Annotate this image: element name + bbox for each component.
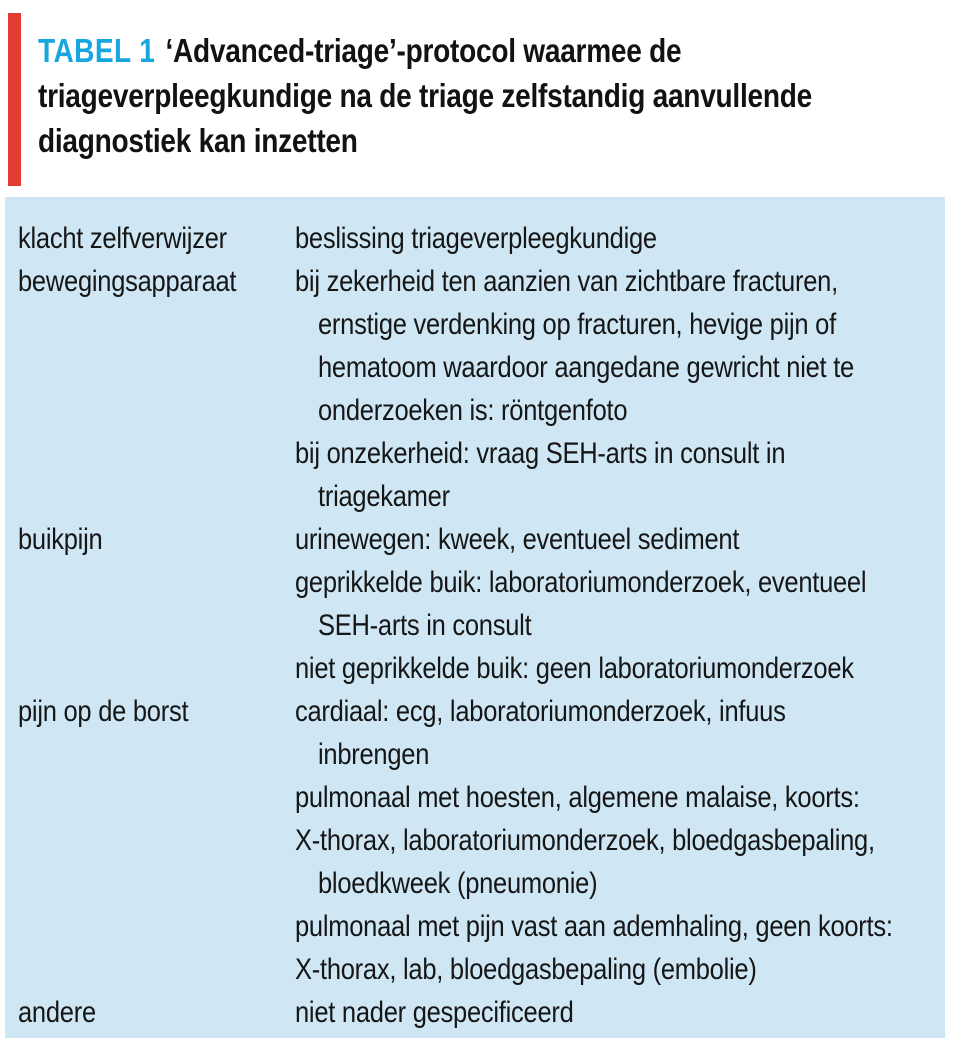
row-detail-line [295,260,949,303]
row-detail-line [295,991,945,1034]
table-panel [5,197,945,1038]
row-detail-line [295,776,959,819]
row-detail-line [295,690,959,733]
row-detail-text: bloedkweek (pneumonie) [318,867,598,900]
row-details [295,991,945,1034]
row-detail-line [295,948,959,991]
row-detail-text: hematoom waardoor aangedane gewricht niet te [318,351,854,384]
table-row [18,518,945,690]
row-detail-text: onderzoeken is: röntgenfoto [318,394,628,427]
row-details [295,690,959,991]
row-detail-text: X-thorax, laboratoriumonderzoek, bloedgasbepaling, [295,824,875,857]
row-label-text: bewegingsapparaat [18,265,237,298]
caption-text-2: triageverpleegkundige na de triage zelfstandig aanvullende [38,77,812,114]
caption-text-1: ‘Advanced-triage’-protocol waarmee de [165,32,682,69]
row-label [18,690,295,733]
row-detail-text: pulmonaal met hoesten, algemene malaise, koorts: [295,781,860,814]
row-detail-line [295,303,949,346]
row-label [18,217,295,260]
row-detail-text: urinewegen: kweek, eventueel sediment [295,523,740,556]
row-detail-text: SEH-arts in consult [318,609,532,642]
row-detail-line [295,389,949,432]
row-detail-line [295,733,959,776]
row-detail-text: niet nader gespecificeerd [295,996,574,1029]
row-label-text: buikpijn [18,523,103,556]
table-row [18,690,945,991]
row-detail-text: ernstige verdenking op fracturen, hevige pijn of [318,308,836,341]
row-detail-line [295,475,949,518]
row-detail-text: beslissing triageverpleegkundige [295,222,657,255]
row-detail-text: niet geprikkelde buik: geen laboratoriumonderzoek [295,652,854,685]
row-details [295,260,949,518]
row-detail-line [295,604,959,647]
row-label [18,991,295,1034]
row-detail-line [295,647,959,690]
row-detail-line [295,518,959,561]
row-detail-text: inbrengen [318,738,430,771]
table-row [18,217,945,260]
red-accent-bar [8,13,21,186]
table-row [18,260,945,518]
row-details [295,518,959,690]
row-detail-text: cardiaal: ecg, laboratoriumonderzoek, infuus [295,695,786,728]
row-detail-text: geprikkelde buik: laboratoriumonderzoek, eventueel [295,566,867,599]
caption-line [38,28,938,73]
row-detail-text: bij onzekerheid: vraag SEH-arts in consult in [295,437,786,470]
row-label [18,518,295,561]
row-detail-line [295,561,959,604]
row-detail-line [295,217,945,260]
row-detail-text: triagekamer [318,480,450,513]
row-detail-text: X-thorax, lab, bloedgasbepaling (embolie) [295,953,757,986]
table-row [18,991,945,1034]
row-detail-text: pulmonaal met pijn vast aan ademhaling, geen koorts: [295,910,893,943]
table-number: TABEL 1 [38,32,156,69]
row-label-text: andere [18,996,96,1029]
row-detail-line [295,432,949,475]
row-label-text: klacht zelfverwijzer [18,222,227,255]
row-label-text: pijn op de borst [18,695,189,728]
row-detail-line [295,905,959,948]
row-detail-line [295,819,959,862]
row-detail-line [295,862,959,905]
row-detail-text: bij zekerheid ten aanzien van zichtbare fracturen, [295,265,838,298]
caption-text-3: diagnostiek kan inzetten [38,122,358,159]
row-details [295,217,945,260]
row-detail-line [295,346,949,389]
caption-line [38,118,938,163]
caption-line [38,73,938,118]
row-label [18,260,295,303]
table-caption [38,28,938,163]
